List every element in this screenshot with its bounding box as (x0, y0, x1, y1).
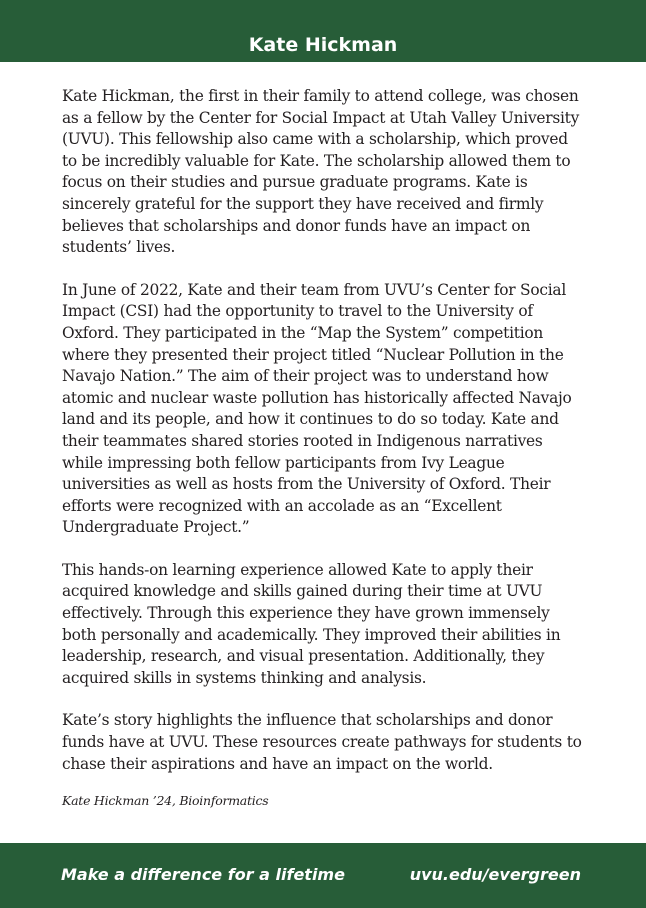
paragraph-oxford: In June of 2022, Kate and their team from UVU’s Center for Social Impact (CSI) had the opportunity to travel to the University of Oxford. They participated in the “Map the System” competition where they presented their project titled “Nuclear Pollution in the Navajo Nation.” The aim of their project was to understand how atomic and nuclear waste pollution has historically affected Navajo land and its people, and how it continues to do so today. Kate and their teammates shared stories rooted in Indigenous narratives while impressing both fellow participants from Ivy League universities as well as hosts from the University of Oxford. Their efforts were recognized with an accolade as an “Excellent Undergraduate Project.” (62, 280, 572, 537)
footer-tagline: Make a difference for a lifetime (61, 865, 345, 884)
story-body (62, 86, 584, 831)
paragraph-conclusion: Kate’s story highlights the influence that scholarships and donor funds have at UVU. These resources create pathways for students to chase their aspirations and have an impact on the world. (62, 711, 582, 773)
paragraph-intro: Kate Hickman, the first in their family to attend college, was chosen as a fellow by the Center for Social Impact at Utah Valley University (UVU). This fellowship also came with a scholarship, which proved to be incredibly valuable for Kate. The scholarship allowed them to focus on their studies and pursue graduate programs. Kate is sincerely grateful for the support they have received and firmly believes that scholarships and donor funds have an impact on students’ lives. (62, 87, 580, 257)
page-header (0, 0, 646, 62)
footer-url-link[interactable]: uvu.edu/evergreen (409, 865, 581, 884)
page-title: Kate Hickman (248, 34, 398, 56)
page-footer (0, 843, 646, 908)
paragraph-learning: This hands-on learning experience allowed Kate to apply their acquired knowledge and skills gained during their time at UVU effectively. Through this experience they have grown immensely both personally and academically. They improved their abilities in leadership, research, and visual presentation. Additionally, they acquired skills in systems thinking and analysis. (62, 560, 561, 687)
attribution: Kate Hickman ’24, Bioinformatics (62, 793, 269, 809)
